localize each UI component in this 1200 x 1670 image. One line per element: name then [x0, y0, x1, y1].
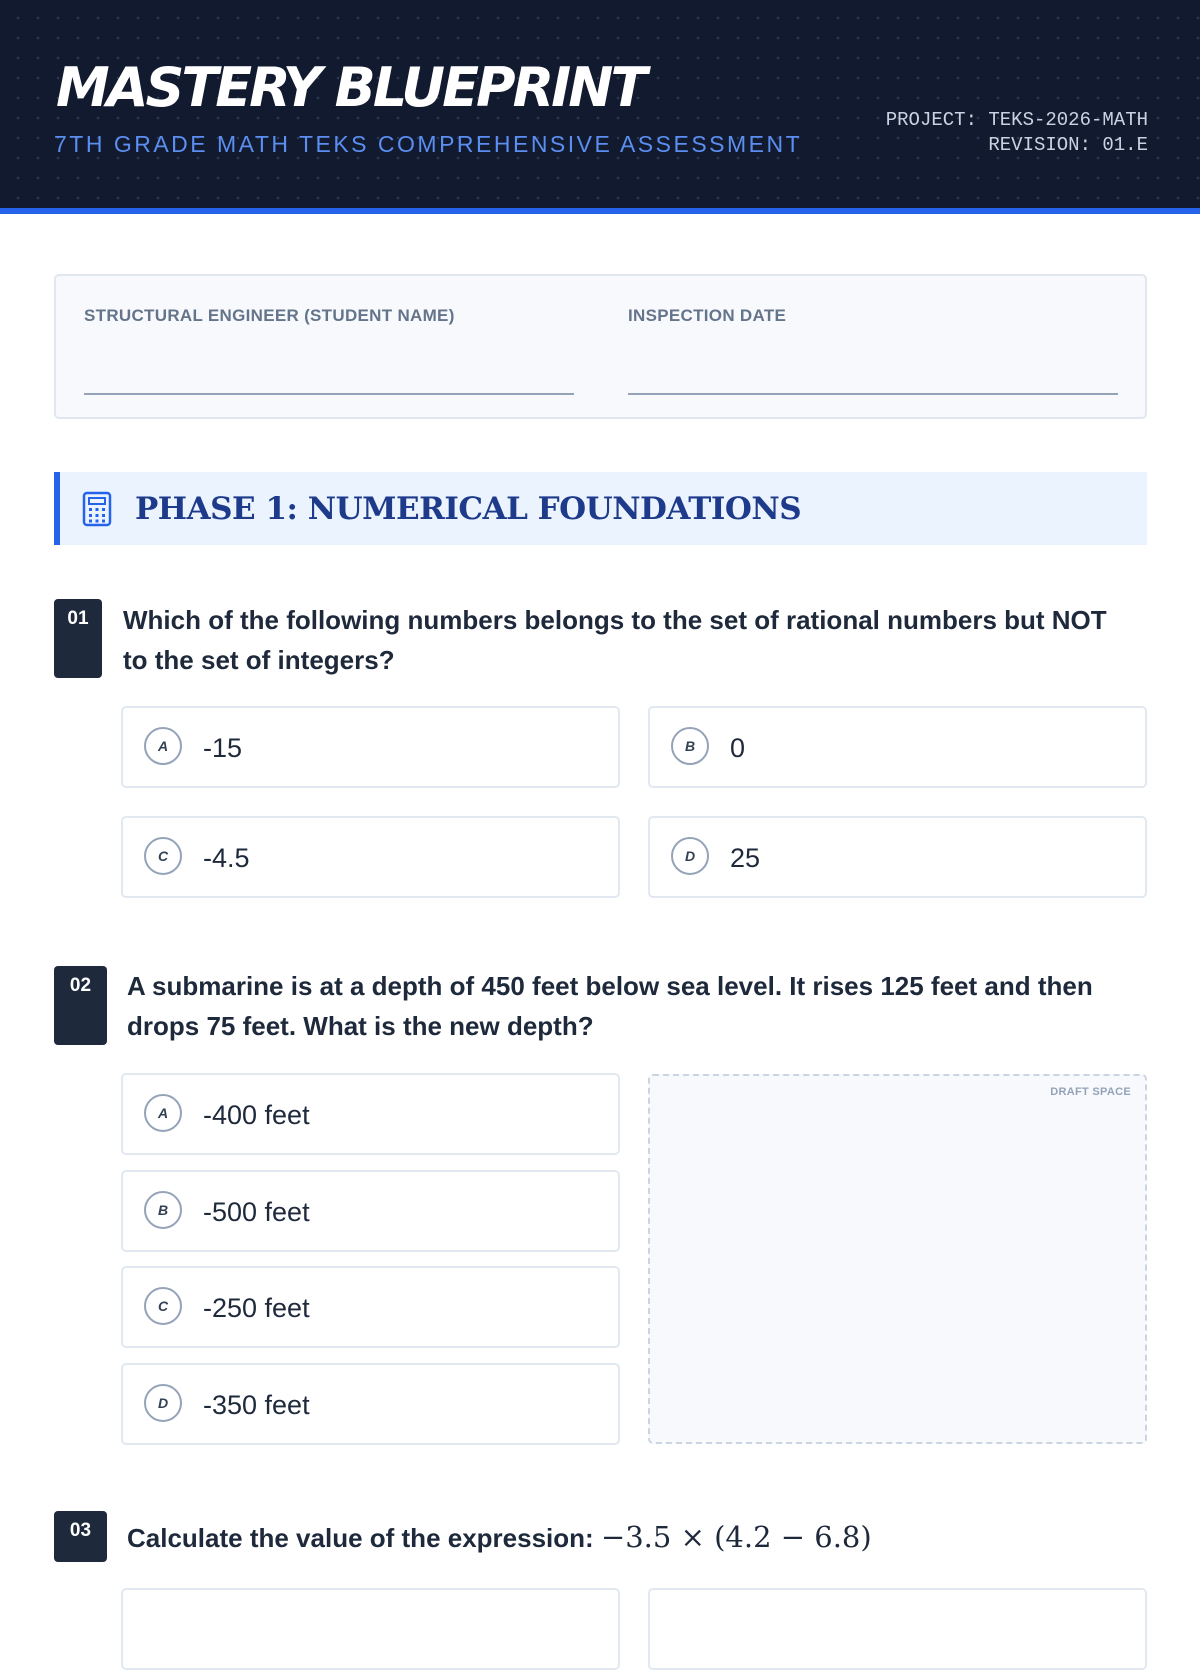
project-meta [886, 108, 1148, 158]
question-number-badge: 01 [54, 599, 102, 678]
answer-choice-c[interactable] [121, 1266, 620, 1348]
phase-banner [54, 472, 1147, 545]
answer-choice-a[interactable] [121, 706, 620, 788]
draft-space[interactable] [648, 1074, 1147, 1444]
page-title: MASTERY BLUEPRINT [56, 56, 645, 119]
calculator-icon [82, 491, 112, 527]
question-prompt: Calculate the value of the expression: [127, 1523, 594, 1553]
inspection-date-label: INSPECTION DATE [628, 306, 787, 325]
answer-choice-c[interactable] [121, 816, 620, 898]
page-subtitle: 7TH GRADE MATH TEKS COMPREHENSIVE ASSESSMENT [54, 131, 803, 157]
choice-text: 0 [730, 733, 746, 763]
answer-choice-b[interactable] [648, 1588, 1147, 1670]
question-text [127, 1517, 1147, 1558]
question-number-badge: 03 [54, 1511, 107, 1562]
choice-letter: A [144, 1094, 182, 1132]
project-code: PROJECT: TEKS-2026-MATH [885, 109, 1148, 131]
choice-text: -400 feet [203, 1100, 310, 1130]
choice-letter: A [144, 727, 182, 765]
answer-choice-b[interactable] [648, 706, 1147, 788]
answer-choice-a[interactable] [121, 1073, 620, 1155]
student-name-field [84, 306, 574, 326]
answer-choice-d[interactable] [121, 1363, 620, 1445]
draft-space-label: DRAFT SPACE [1050, 1086, 1131, 1098]
answer-choice-b[interactable] [121, 1170, 620, 1252]
student-name-label: STRUCTURAL ENGINEER (STUDENT NAME) [84, 306, 455, 325]
question-text: A submarine is at a depth of 450 feet below sea level. It rises 125 feet and then drops 75 feet. What is the new depth? [127, 971, 1093, 1041]
choice-letter: D [671, 837, 709, 875]
choice-text: -250 feet [203, 1293, 310, 1323]
answer-choice-a[interactable] [121, 1588, 620, 1670]
student-name-input-line[interactable] [84, 361, 574, 395]
choice-text: -500 feet [203, 1197, 310, 1227]
choice-text: -4.5 [203, 843, 250, 873]
choice-letter: C [144, 1287, 182, 1325]
math-expression: −3.5 × (4.2 − 6.8) [600, 1520, 872, 1554]
student-info-box [54, 274, 1147, 419]
inspection-date-field [628, 306, 1118, 326]
inspection-date-input-line[interactable] [628, 361, 1118, 395]
choice-text: 25 [730, 843, 761, 873]
choice-letter: D [144, 1384, 182, 1422]
choice-text: -350 feet [203, 1390, 310, 1420]
phase-title: PHASE 1: NUMERICAL FOUNDATIONS [135, 491, 802, 527]
revision-code: REVISION: 01.E [988, 134, 1148, 156]
question-text: Which of the following numbers belongs to the set of rational numbers but NOT to the set of integers? [123, 605, 1107, 675]
question-number-badge: 02 [54, 966, 107, 1045]
choice-letter: B [144, 1191, 182, 1229]
page-header [0, 0, 1200, 214]
choice-letter: B [671, 727, 709, 765]
choice-text: -15 [203, 733, 243, 763]
answer-choice-d[interactable] [648, 816, 1147, 898]
choice-letter: C [144, 837, 182, 875]
